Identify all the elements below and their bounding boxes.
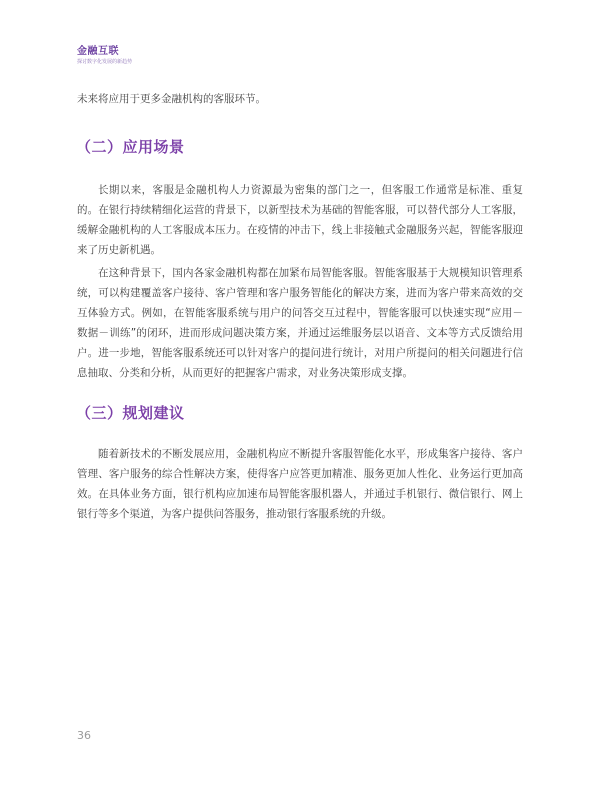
running-header (77, 46, 132, 66)
section-heading-application-scenarios: （二）应用场景 (76, 138, 185, 156)
section3-paragraph-1: 随着新技术的不断发展应用，金融机构应不断提升客服智能化水平，形成集客户接待、客户管理、客户服务的综合性解决方案，使得客户应答更加精准、服务更加人性化、业务运行更加高效。在具体业务方面，银行机构应加速布局智能客服机器人，并通过手机银行、微信银行、网上银行等多个渠道，为客户提供问答服务，推动银行客服系统的升级。 (77, 448, 523, 520)
section2-paragraph-2: 在这种背景下，国内各家金融机构都在加紧布局智能客服。智能客服基于大规模知识管理系统，可以构建覆盖客户接待、客户管理和客户服务智能化的解决方案，进而为客户带来高效的交互体验方式。例如，在智能客服系统与用户的问答交互过程中，智能客服可以快速实现“应用－数据－训练”的闭环，进而形成问题决策方案，并通过运维服务层以语音、文本等方式反馈给用户。进一步地，智能客服系统还可以针对客户的提问进行统计，对用户所提问的相关问题进行信息抽取、分类和分析，从而更好的把握客户需求，对业务决策形成支撑。 (77, 267, 523, 379)
page-number: 36 (77, 729, 91, 742)
section-heading-planning-suggestions: （三）规划建议 (76, 404, 185, 422)
section2-paragraph-1: 长期以来，客服是金融机构人力资源最为密集的部门之一，但客服工作通常是标准、重复的。在银行持续精细化运营的背景下，以新型技术为基础的智能客服，可以替代部分人工客服，缓解金融机构的人工客服成本压力。在疫情的冲击下，线上非接触式金融服务兴起，智能客服迎来了历史新机遇。 (77, 184, 523, 256)
header-title: 金融互联 (77, 46, 119, 57)
intro-line: 未来将应用于更多金融机构的客服环节。 (77, 93, 266, 105)
header-subtitle: 探讨数字化发展的新趋势 (77, 59, 133, 65)
